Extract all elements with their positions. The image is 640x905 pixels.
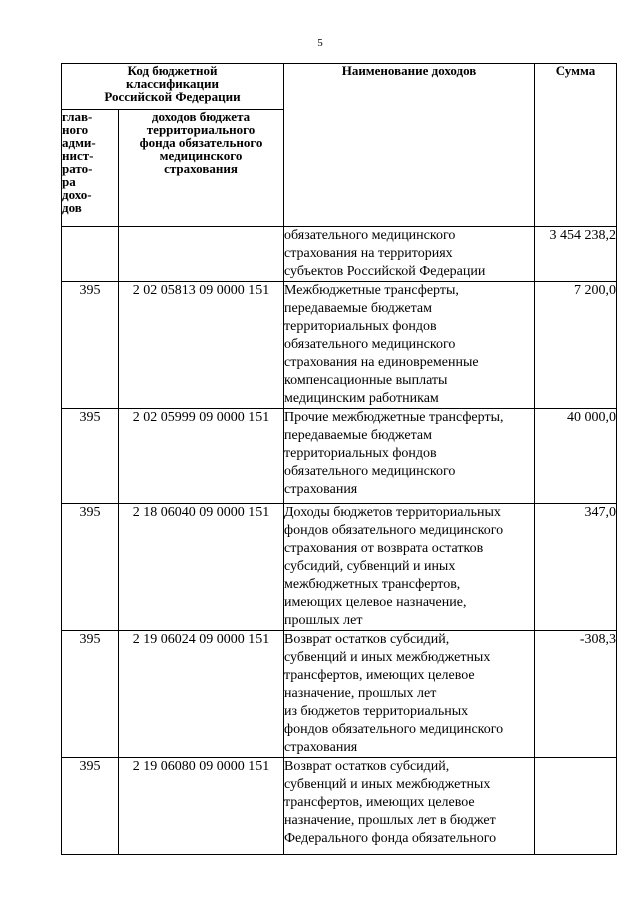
name-line: фондов обязательного медицинского [284, 722, 504, 737]
name-line: прошлых лет [284, 613, 363, 628]
name-line: субъектов Российской Федерации [284, 264, 486, 279]
header-admin-line: адми- [62, 135, 96, 150]
name-line: территориальных фондов [284, 319, 437, 334]
admin-code-cell: 395 [62, 282, 119, 409]
table-row [62, 227, 617, 282]
income-name-cell [284, 758, 535, 855]
budget-code-cell: 2 19 06024 09 0000 151 [119, 631, 284, 758]
header-name-label: Наименование доходов [341, 63, 477, 78]
header-sum-label: Сумма [555, 63, 596, 78]
table-row [62, 758, 617, 855]
name-line: страхования на единовременные [284, 355, 479, 370]
header-income-line: страхования [164, 161, 238, 176]
header-sum [535, 64, 617, 227]
header-income-line: территориального [146, 122, 256, 137]
name-line: Межбюджетные трансферты, [284, 283, 459, 298]
sum-cell: 7 200,0 [535, 282, 617, 409]
name-line: Возврат остатков субсидий, [284, 632, 450, 647]
name-line: субвенций и иных межбюджетных [284, 650, 491, 665]
admin-code-cell: 395 [62, 409, 119, 504]
header-admin-line: дохо- [62, 187, 92, 202]
name-line: межбюджетных трансфертов, [284, 577, 461, 592]
income-name-cell [284, 409, 535, 504]
name-line: из бюджетов территориальных [284, 704, 469, 719]
table-row [62, 631, 617, 758]
budget-code-cell: 2 02 05813 09 0000 151 [119, 282, 284, 409]
name-line: трансфертов, имеющих целевое [284, 668, 475, 683]
header-group-line: Российской Федерации [104, 89, 241, 104]
income-name-cell [284, 504, 535, 631]
sum-cell: 3 454 238,2 [535, 227, 617, 282]
income-name-cell [284, 227, 535, 282]
header-admin-line: ного [62, 122, 89, 137]
name-line: передаваемые бюджетам [284, 301, 432, 316]
header-admin-line: дов [62, 200, 82, 215]
budget-income-table [61, 63, 617, 855]
name-line: Федерального фонда обязательного [284, 831, 497, 846]
name-line: Возврат остатков субсидий, [284, 759, 450, 774]
header-admin-line: ра [62, 174, 76, 189]
header-income-line: фонда обязательного [139, 135, 263, 150]
header-group-line: Код бюджетной [127, 63, 218, 78]
name-line: страхования от возврата остатков [284, 541, 484, 556]
admin-code-cell [62, 227, 119, 282]
budget-code-cell: 2 02 05999 09 0000 151 [119, 409, 284, 504]
page-number: 5 [317, 37, 323, 49]
table-row [62, 282, 617, 409]
name-line: Прочие межбюджетные трансферты, [284, 410, 504, 425]
name-line: субсидий, субвенций и иных [284, 559, 456, 574]
name-line: имеющих целевое назначение, [284, 595, 467, 610]
header-admin-line: глав- [62, 109, 93, 124]
table-row [62, 504, 617, 631]
income-name-cell [284, 282, 535, 409]
header-admin-line: рато- [62, 161, 93, 176]
budget-code-cell [119, 227, 284, 282]
name-line: субвенций и иных межбюджетных [284, 777, 491, 792]
name-line: Доходы бюджетов территориальных [284, 505, 501, 520]
admin-code-cell: 395 [62, 504, 119, 631]
name-line: назначение, прошлых лет в бюджет [284, 813, 496, 828]
header-admin-line: нист- [62, 148, 94, 163]
sum-cell: 40 000,0 [535, 409, 617, 504]
sum-cell: -308,3 [535, 631, 617, 758]
header-classification-code [62, 64, 284, 110]
name-line: компенсационные выплаты [284, 373, 448, 388]
name-line: страхования [284, 740, 358, 755]
budget-code-cell: 2 18 06040 09 0000 151 [119, 504, 284, 631]
income-name-cell [284, 631, 535, 758]
name-line: фондов обязательного медицинского [284, 523, 504, 538]
header-income-line: доходов бюджета [151, 109, 251, 124]
admin-code-cell: 395 [62, 631, 119, 758]
header-group-line: классификации [125, 76, 220, 91]
header-fund-income [119, 110, 284, 227]
sum-cell: 347,0 [535, 504, 617, 631]
name-line: страхования [284, 482, 358, 497]
name-line: обязательного медицинского [284, 337, 456, 352]
name-line: передаваемые бюджетам [284, 428, 432, 443]
name-line: трансфертов, имеющих целевое [284, 795, 475, 810]
name-line: назначение, прошлых лет [284, 686, 437, 701]
header-income-line: медицинского [159, 148, 243, 163]
admin-code-cell: 395 [62, 758, 119, 855]
name-line: страхования на территориях [284, 246, 453, 261]
name-line: медицинским работникам [284, 391, 439, 406]
name-line: территориальных фондов [284, 446, 437, 461]
budget-code-cell: 2 19 06080 09 0000 151 [119, 758, 284, 855]
header-income-name [284, 64, 535, 227]
table-row [62, 409, 617, 504]
header-chief-administrator [62, 110, 119, 227]
name-line: обязательного медицинского [284, 464, 456, 479]
sum-cell [535, 758, 617, 855]
name-line: обязательного медицинского [284, 228, 456, 243]
